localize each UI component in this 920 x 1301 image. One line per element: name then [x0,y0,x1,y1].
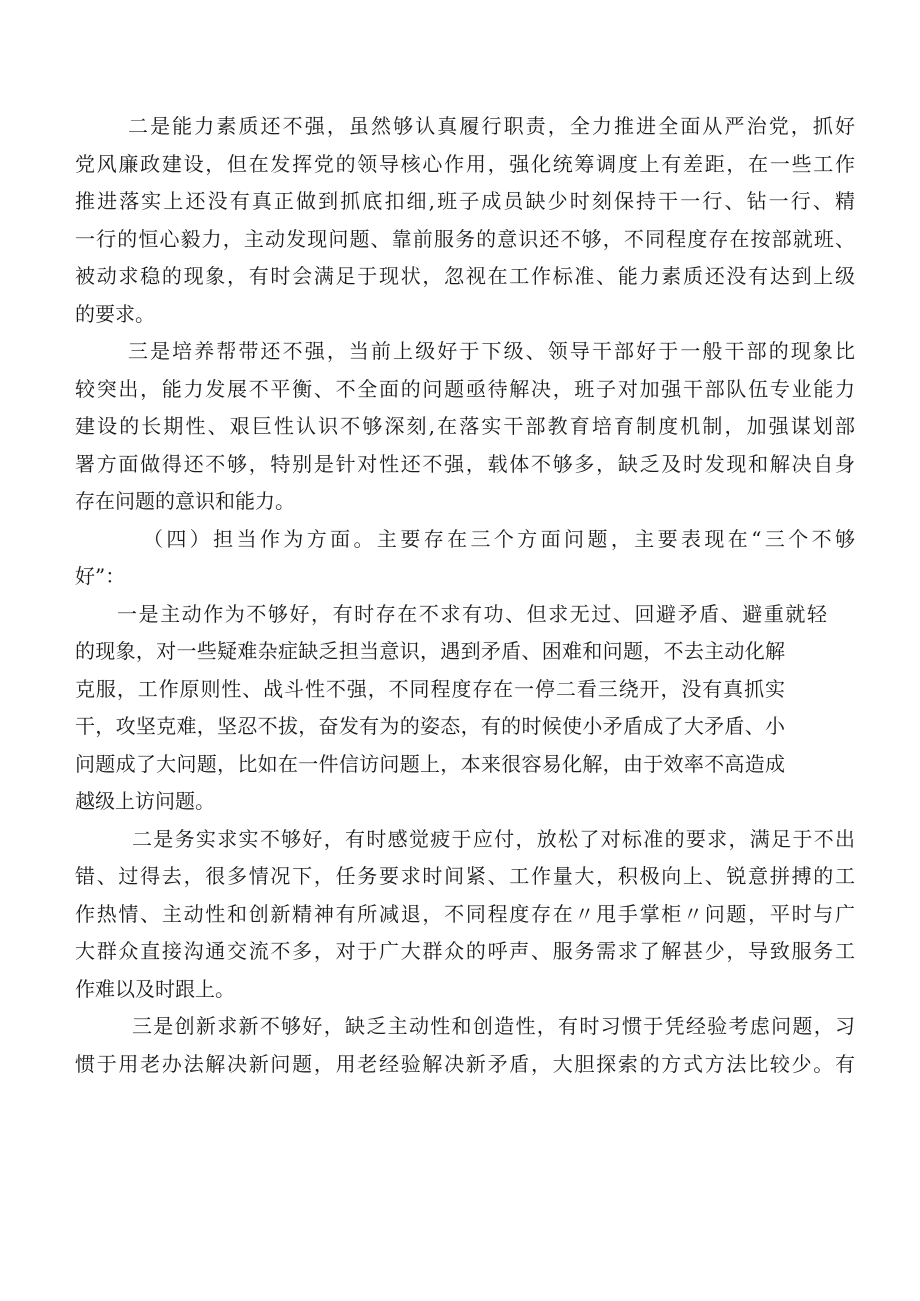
text-line: 作难以及时跟上。 [75,976,235,1001]
text-line: 错、过得去，很多情况下，任务要求时间紧、工作量大，积极向上、锐意拼搏的工 [75,864,855,888]
text-line: 一是主动作为不够好，有时存在不求有功、但求无过、回避矛盾、避重就轻 [117,601,827,626]
text-line: 党风廉政建设，但在发挥党的领导核心作用，强化统筹调度上有差距，在一些工作 [75,151,855,176]
text-line: 较突出，能力发展不平衡、不全面的问题亟待解决，班子对加强干部队伍专业能力 [75,376,855,401]
text-line: 被动求稳的现象，有时会满足于现状，忽视在工作标准、能力素质还没有达到上级 [75,264,855,288]
text-line: 推进落实上还没有真正做到抓底扣细,班子成员缺少时刻保持干一行、钻一行、精 [75,189,855,213]
paragraph-pragmatism [75,821,855,1009]
text-line: 建设的长期性、艰巨性认识不够深刻,在落实干部教育培育制度机制，加强谋划部 [75,414,855,438]
section-heading-responsibility [75,521,855,596]
text-line: 存在问题的意识和能力。 [75,489,295,513]
paragraph-training [75,333,855,521]
document-page [75,108,855,1083]
text-line: 问题成了大问题，比如在一件信访问题上，本来很容易化解，由于效率不高造成 [75,751,785,776]
text-line: 二是能力素质还不强，虽然够认真履行职责，全力推进全面从严治党，抓好 [128,114,855,138]
text-line: 作热情、主动性和创新精神有所减退，不同程度存在〃甩手掌柜〃问题，平时与广 [75,901,855,926]
text-line: 的现象，对一些疑难杂症缺乏担当意识，遇到矛盾、困难和问题，不去主动化解 [75,639,785,663]
text-line: 二是务实求实不够好，有时感觉疲于应付，放松了对标准的要求，满足于不出 [132,826,855,851]
text-line: 克服，工作原则性、战斗性不强，不同程度存在一停二看三绕开，没有真抓实 [75,676,785,701]
text-line: 一行的恒心毅力，主动发现问题、靠前服务的意识还不够，不同程度存在按部就班、 [75,226,855,251]
text-line: 的要求。 [75,301,155,326]
text-line: 惯于用老办法解决新问题，用老经验解决新矛盾，大胆探索的方式方法比较少。有 [75,1051,855,1076]
text-line: 干，攻坚克难，坚忍不拔，奋发有为的姿态，有的时候使小矛盾成了大矛盾、小 [75,714,785,738]
text-line: 大群众直接沟通交流不多，对于广大群众的呼声、服务需求了解甚少，导致服务工 [75,939,855,963]
paragraph-ability [75,108,855,333]
paragraph-innovation [75,1008,855,1083]
text-line: （四）担当作为方面。主要存在三个方面问题，主要表现在“三个不够 [143,526,855,551]
text-line: 三是创新求新不够好，缺乏主动性和创造性，有时习惯于凭经验考虑问题，习 [132,1014,855,1038]
text-line: 三是培养帮带还不强，当前上级好于下级、领导干部好于一般干部的现象比 [128,339,855,363]
text-line: 越级上访问题。 [75,789,215,813]
text-line: 好”： [75,564,126,588]
text-line: 署方面做得还不够，特别是针对性还不强，载体不够多，缺乏及时发现和解决自身 [75,451,855,476]
paragraph-initiative [75,596,855,821]
